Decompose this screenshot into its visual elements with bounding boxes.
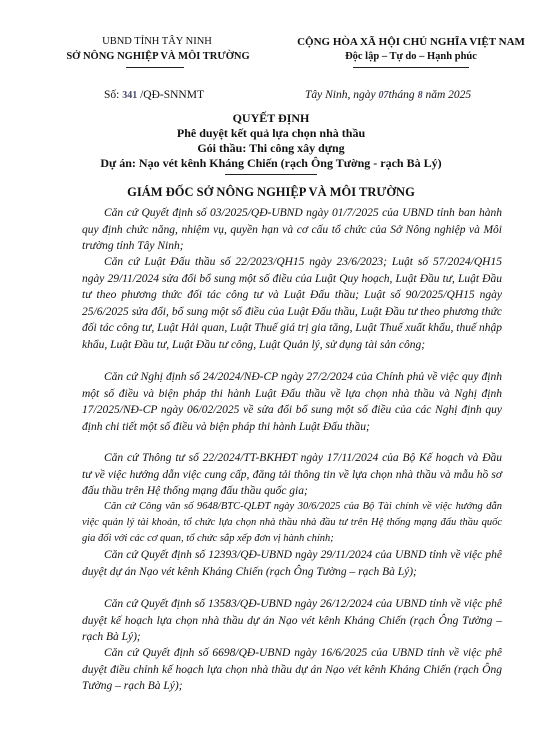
- agency-name: SỞ NÔNG NGHIỆP VÀ MÔI TRƯỜNG: [66, 51, 250, 62]
- legal-basis-paragraph: Căn cứ Quyết định số 6698/QĐ-UBND ngày 16/6/2025 của UBND tỉnh về việc phê duyệt điều chỉnh kế hoạch lựa chọn nhà thầu dự án Nạo vét kênh Kháng Chiến (rạch Ông Tường – rạch Bà Lý);: [82, 647, 502, 692]
- date-prefix: Tây Ninh, ngày: [305, 89, 379, 101]
- date-month: 8: [417, 90, 423, 101]
- legal-basis-paragraph: Căn cứ Nghị định số 24/2024/NĐ-CP ngày 27/2/2024 của Chính phủ về việc quy định một số điều và biện pháp thi hành Luật Đấu thầu về lựa chọn nhà thầu và Nghị định 17/2025/NĐ-CP ngày 06/02/2025 về sửa đổi bổ sung một số điều của các Nghị định quy định chi tiết một số điều và biện pháp thi hành Luật Đấu thầu;: [82, 371, 502, 433]
- title-underline: [225, 174, 317, 175]
- decision-subject: Phê duyệt kết quả lựa chọn nhà thầu: [176, 126, 366, 140]
- motto: Độc lập – Tự do – Hạnh phúc: [345, 51, 477, 62]
- legal-basis-paragraph: Căn cứ Quyết định số 12393/QĐ-UBND ngày 29/11/2024 của UBND tỉnh về việc phê duyệt dự án Nạo vét kênh Kháng Chiến (rạch Ông Tường – rạch Bà Lý);: [82, 549, 502, 578]
- package-name: Gói thầu: Thi công xây dựng: [197, 141, 345, 155]
- director-heading: GIÁM ĐỐC SỞ NÔNG NGHIỆP VÀ MÔI TRƯỜNG: [127, 185, 415, 199]
- agency-underline: [126, 67, 184, 68]
- nation-title: CỘNG HÒA XÃ HỘI CHỦ NGHĨA VIỆT NAM: [297, 36, 525, 48]
- legal-basis-paragraph: Căn cứ Quyết định số 03/2025/QĐ-UBND ngày 01/7/2025 của UBND tỉnh ban hành quy định chức năng, nhiệm vụ, quyền hạn và cơ cấu tổ chức của Sở Nông nghiệp và Môi trường tỉnh Tây Ninh;: [82, 207, 502, 252]
- project-name: Dự án: Nạo vét kênh Kháng Chiến (rạch Ông Tường - rạch Bà Lý): [100, 156, 442, 170]
- legal-basis-paragraph: Căn cứ Luật Đấu thầu số 22/2023/QH15 ngày 23/6/2023; Luật số 57/2024/QH15 ngày 29/11/2024 sửa đổi bổ sung một số điều của Luật Quy hoạch, Luật Đầu tư, Luật Đầu tư theo phương thức đối tác công tư và Luật Đấu thầu; Luật số 90/2025/QH15 ngày 25/6/2025 sửa đổi, bổ sung một số điều của Luật Đấu thầu, Luật Đầu tư theo phương thức đối tác công tư, Luật Hải quan, Luật Thuế giá trị gia tăng, Luật Thuế xuất khẩu, thuế nhập khẩu, Luật Đầu tư, Luật Đầu tư công, Luật Quản lý, sử dụng tài sản công;: [82, 256, 502, 351]
- legal-basis-paragraph: Căn cứ Công văn số 9648/BTC-QLĐT ngày 30/6/2025 của Bộ Tài chính về việc hướng dẫn việc quản lý tài khoản, tổ chức lựa chọn nhà thầu nhà đầu tư trên Hệ thống mạng đấu thầu quốc gia đối với các cơ quan, tổ chức sắp xếp đơn vị hành chính;: [82, 501, 502, 544]
- date-line: [305, 89, 471, 101]
- legal-basis-paragraph: Căn cứ Quyết định số 13583/QĐ-UBND ngày 26/12/2024 của UBND tỉnh về việc phê duyệt kế hoạch lựa chọn nhà thầu dự án Nạo vét kênh Kháng Chiến (rạch Ông Tường – rạch Bà Lý);: [82, 598, 502, 643]
- date-mid: tháng: [388, 89, 418, 101]
- number-suffix: /QĐ-SNNMT: [137, 89, 204, 101]
- number-prefix: Số:: [104, 89, 123, 101]
- date-day: 07: [378, 90, 389, 101]
- motto-underline: [353, 67, 469, 68]
- decision-title: QUYẾT ĐỊNH: [232, 111, 310, 125]
- document-number: [104, 89, 204, 101]
- date-suffix: năm 2025: [422, 89, 472, 101]
- agency-parent: UBND TỈNH TÂY NINH: [102, 36, 212, 47]
- number-value: 341: [122, 90, 138, 101]
- legal-basis-paragraph: Căn cứ Thông tư số 22/2024/TT-BKHĐT ngày 17/11/2024 của Bộ Kế hoạch và Đầu tư về việc hướng dẫn việc cung cấp, đăng tải thông tin về lựa chọn nhà thầu và mẫu hồ sơ đấu thầu trên Hệ thống mạng đấu thầu quốc gia;: [82, 452, 502, 497]
